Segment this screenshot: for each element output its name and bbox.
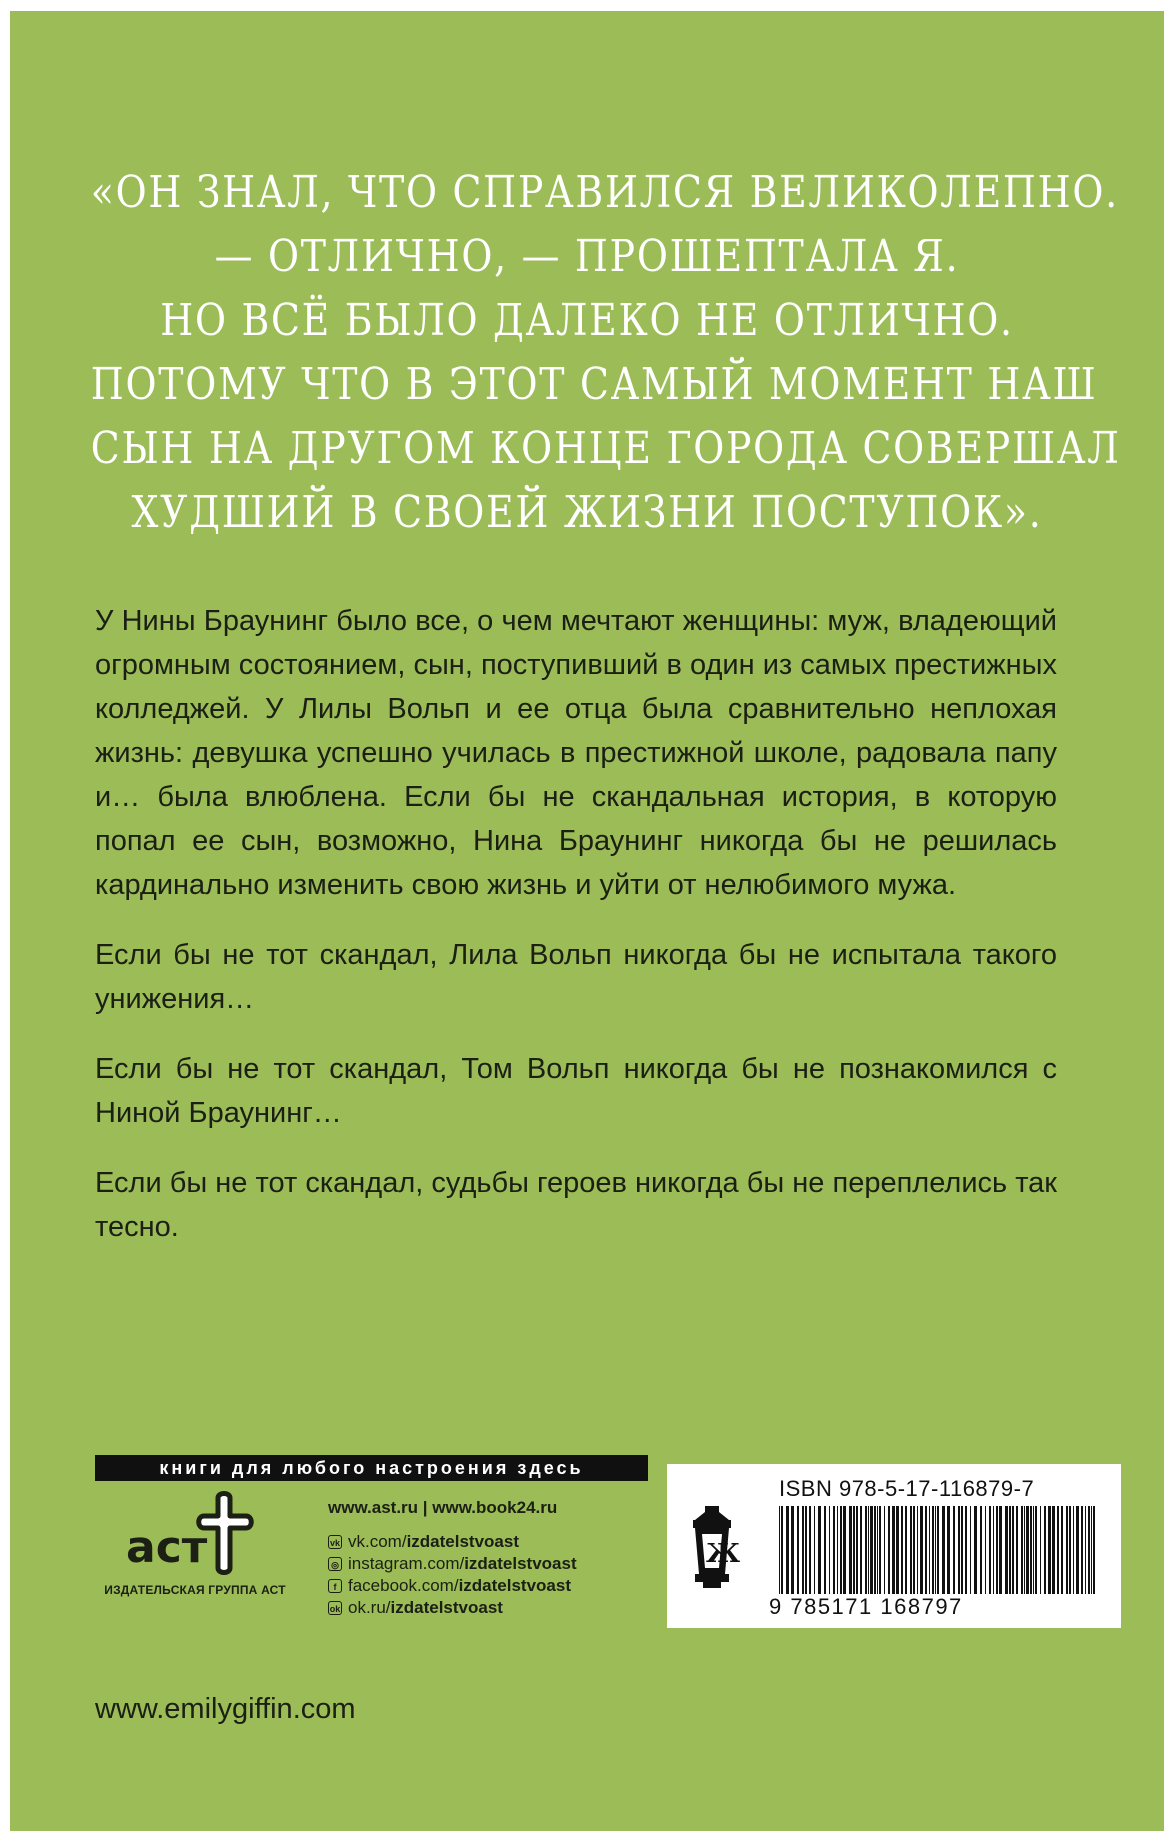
publisher-tagline: книги для любого настроения здесь <box>95 1455 648 1481</box>
barcode-bar <box>1035 1506 1037 1594</box>
barcode-bar <box>884 1506 885 1594</box>
barcode-bar <box>901 1506 903 1594</box>
barcode-bar <box>905 1506 907 1594</box>
barcode-bar <box>837 1506 838 1594</box>
publisher-links <box>328 1497 577 1619</box>
barcode-bar <box>1016 1506 1018 1594</box>
barcode-bar <box>1005 1506 1008 1594</box>
barcode-bar <box>913 1506 915 1594</box>
barcode-bar <box>860 1506 862 1594</box>
publisher-websites[interactable]: www.ast.ru | www.book24.ru <box>328 1498 558 1517</box>
barcode-bar <box>917 1506 918 1594</box>
barcode-bar <box>868 1506 869 1594</box>
ast-logo <box>122 1488 262 1578</box>
barcode-bar <box>910 1506 912 1594</box>
description-paragraph: Если бы не тот скандал, судьбы героев никогда бы не переплелись так тесно. <box>95 1167 1057 1243</box>
barcode-bar <box>781 1506 783 1594</box>
description-paragraph: Если бы не тот скандал, Том Вольп никогда бы не познакомился с Ниной Браунинг… <box>95 1053 1057 1129</box>
barcode-bar <box>849 1506 852 1594</box>
quote-line: ХУДШИЙ В СВОЕЙ ЖИЗНИ ПОСТУПОК». <box>131 487 1043 538</box>
barcode-bar <box>833 1506 835 1594</box>
ast-logo-text: аст <box>126 1522 208 1573</box>
barcode-bar <box>843 1506 846 1594</box>
quote-line: НО ВСЁ БЫЛО ДАЛЕКО НЕ ОТЛИЧНО. <box>160 295 1014 346</box>
barcode-bar <box>1024 1506 1025 1594</box>
barcode-bar <box>958 1506 960 1594</box>
barcode-bar <box>1085 1506 1086 1594</box>
social-link-facebook[interactable]: f facebook.com/ izdatelstvoast <box>328 1575 577 1597</box>
barcode-bar <box>809 1506 811 1594</box>
barcode-bar <box>989 1506 991 1594</box>
barcode-bar <box>980 1506 982 1594</box>
barcode-bar <box>786 1506 789 1594</box>
barcode-bar <box>802 1506 804 1594</box>
barcode-bar <box>985 1506 986 1594</box>
barcode-bar <box>1052 1506 1055 1594</box>
barcode-bar <box>805 1506 807 1594</box>
barcode-bar <box>814 1506 815 1594</box>
odnoklassniki-icon: ok <box>328 1601 342 1615</box>
barcode-bar <box>1012 1506 1014 1594</box>
description-paragraph: У Нины Браунинг было все, о чем мечтают женщины: муж, владеющий огромным состоянием, сын, поступивший в один из самых престижных колледжей. У Лилы Вольп и ее отца была сравнительно неплохая жизнь: девушка успешно училась в престижной школе, радовала папу и… была влюблена. Если бы не скандальная история, в которую попал ее сын, возможно, Нина Браунинг никогда бы не решилась кардинально изменить свою жизнь и уйти от нелюбимого мужа. <box>95 605 1057 901</box>
barcode-bar <box>1073 1506 1074 1594</box>
quote-line: СЫН НА ДРУГОМ КОНЦЕ ГОРОДА СОВЕРШАЛ <box>90 423 1121 474</box>
barcode-bar <box>1021 1506 1023 1594</box>
barcode-digits: 9 785171 168797 <box>769 1594 963 1619</box>
social-link-vk[interactable]: vk vk.com/ izdatelstvoast <box>329 1532 519 1551</box>
barcode-bar <box>1033 1506 1034 1594</box>
back-cover <box>10 11 1164 1831</box>
svg-text:Ж: Ж <box>706 1539 741 1569</box>
barcode-bar <box>879 1506 881 1594</box>
barcode-bar <box>1061 1506 1063 1594</box>
publisher-name: ИЗДАТЕЛЬСКАЯ ГРУППА АСТ <box>104 1583 286 1597</box>
isbn-number: ISBN 978-5-17-116879-7 <box>779 1476 1035 1501</box>
barcode-bar <box>1093 1506 1095 1594</box>
barcode-bar <box>1091 1506 1092 1594</box>
barcode-bar <box>829 1506 830 1594</box>
barcode-bar <box>1066 1506 1068 1594</box>
pull-quote <box>90 161 1121 545</box>
barcode-bar <box>797 1506 799 1594</box>
barcode-bar <box>953 1506 955 1594</box>
barcode-bar <box>896 1506 899 1594</box>
barcode-bar <box>925 1506 927 1594</box>
barcode-bar <box>929 1506 930 1594</box>
barcode-bar <box>942 1506 945 1594</box>
instagram-icon: ◎ <box>328 1557 342 1571</box>
barcode-bar <box>892 1506 895 1594</box>
barcode-bar <box>961 1506 963 1594</box>
facebook-icon: f <box>328 1579 342 1593</box>
barcode-bar <box>1088 1506 1090 1594</box>
barcode-bar <box>965 1506 967 1594</box>
quote-line: «ОН ЗНАЛ, ЧТО СПРАВИЛСЯ ВЕЛИКОЛЕПНО. <box>90 167 1119 218</box>
social-link-instagram[interactable]: ◎ instagram.com/ izdatelstvoast <box>328 1553 577 1575</box>
barcode-bar <box>947 1506 950 1594</box>
barcode-bar <box>1040 1506 1041 1594</box>
barcode-bar <box>1069 1506 1071 1594</box>
barcode-bar <box>1048 1506 1051 1594</box>
description-paragraph: Если бы не тот скандал, Лила Вольп никогда бы не испытала такого унижения… <box>95 939 1057 1015</box>
barcode-bar <box>996 1506 998 1594</box>
barcode-bar <box>993 1506 994 1594</box>
barcode-bar <box>874 1506 876 1594</box>
book-description <box>95 599 1057 1275</box>
barcode-bar <box>1026 1506 1029 1594</box>
barcode-bar <box>791 1506 794 1594</box>
barcode-bar <box>870 1506 873 1594</box>
barcode-bar <box>1076 1506 1079 1594</box>
barcode <box>779 1506 1099 1594</box>
barcode-bar <box>937 1506 939 1594</box>
barcode-bar <box>932 1506 934 1594</box>
barcode-bar <box>1081 1506 1083 1594</box>
quote-line: ПОТОМУ ЧТО В ЭТОТ САМЫЙ МОМЕНТ НАШ <box>90 359 1098 410</box>
barcode-bar <box>853 1506 855 1594</box>
barcode-bar <box>970 1506 971 1594</box>
barcode-bar <box>818 1506 821 1594</box>
barcode-bar <box>840 1506 842 1594</box>
barcode-bar <box>888 1506 890 1594</box>
barcode-bar <box>856 1506 858 1594</box>
barcode-bar <box>999 1506 1002 1594</box>
lantern-icon <box>683 1502 741 1592</box>
barcode-bar <box>824 1506 826 1594</box>
barcode-bar <box>1044 1506 1046 1594</box>
barcode-bar <box>877 1506 878 1594</box>
vk-icon: vk <box>328 1535 342 1549</box>
barcode-bar <box>1057 1506 1059 1594</box>
barcode-bar <box>779 1506 780 1594</box>
barcode-bar <box>865 1506 867 1594</box>
isbn-barcode-panel <box>667 1464 1121 1628</box>
quote-line: — ОТЛИЧНО, — ПРОШЕПТАЛА Я. <box>214 231 960 282</box>
author-website[interactable]: www.emilygiffin.com <box>95 1693 356 1725</box>
social-link-odnoklassniki[interactable]: ok ok.ru/ izdatelstvoast <box>329 1598 503 1617</box>
barcode-bar <box>935 1506 936 1594</box>
barcode-bar <box>1030 1506 1032 1594</box>
barcode-bar <box>920 1506 923 1594</box>
barcode-bar <box>974 1506 977 1594</box>
barcode-bar <box>1009 1506 1011 1594</box>
